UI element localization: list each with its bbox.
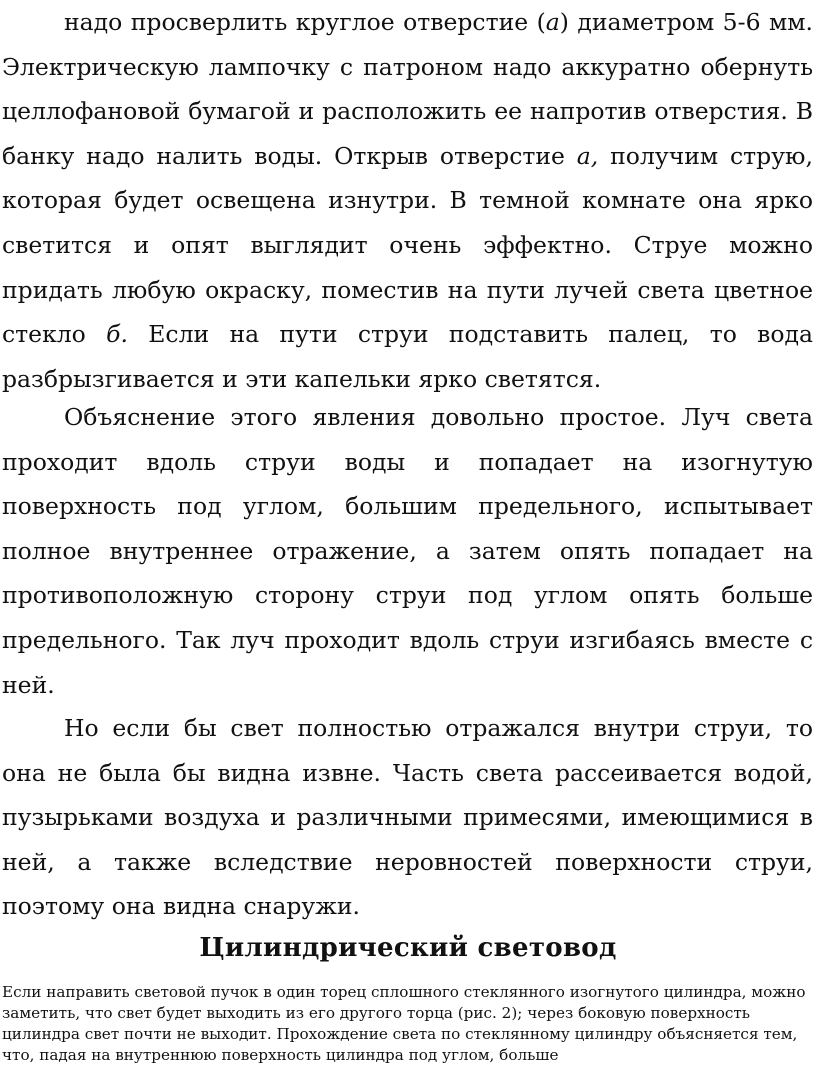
paragraph-1-italic-b: а, — [576, 141, 599, 170]
paragraph-1-italic-a: а — [545, 8, 560, 36]
paragraph-3: Но если бы свет полностью отражался внутри струи, то она не была бы видна извне. Часть света рассеивается водой, пузырьками воздуха и различными примесями, имеющимися в ней, а также вследствие неровностей поверхности струи, поэтому она видна снаружи. — [2, 714, 813, 921]
paragraph-1-text-d: Если на пути струи подставить палец, то вода разбрызгивается и эти капельки ярко светятся. — [2, 320, 813, 393]
paragraph-2: Объяснение этого явления довольно простое. Луч света проходит вдоль струи воды и попадает на изогнутую поверхность под углом, большим предельного, испытывает полное внутреннее отражение, а затем опять попадает на противоположную сторону струи под углом опять больше предельного. Так луч проходит вдоль струи изгибаясь вместе с ней. — [2, 403, 813, 699]
section-heading: Цилиндрический световод — [199, 933, 617, 963]
paragraph-1-text-a: надо просверлить круглое отверстие ( — [64, 8, 546, 36]
paragraph-1-text-b: ) диаметром 5-6 мм. Электрическую лампочку с патроном надо аккуратно обернуть целлофановой бумагой и расположить ее напротив отверстия. В банку надо налить воды. Открыв отверстие — [2, 8, 813, 170]
paragraph-1-text-c: получим струю, которая будет освещена изнутри. В темной комнате она ярко светится и опят выглядит очень эффектно. Струе можно придать любую окраску, поместив на пути лучей света цветное стекло — [2, 141, 813, 349]
small-paragraph: Если направить световой пучок в один торец сплошного стеклянного изогнутого цилиндра, можно заметить, что свет будет выходить из его другого торца (рис. 2); через боковую поверхность цилиндра свет почти не выходит. Прохождение света по стеклянному цилиндру объясняется тем, что, падая на внутреннюю поверхность цилиндра под углом, больше — [2, 983, 806, 1064]
paragraph-1-italic-c: б. — [106, 320, 128, 349]
paragraph-1 — [2, 0, 813, 401]
